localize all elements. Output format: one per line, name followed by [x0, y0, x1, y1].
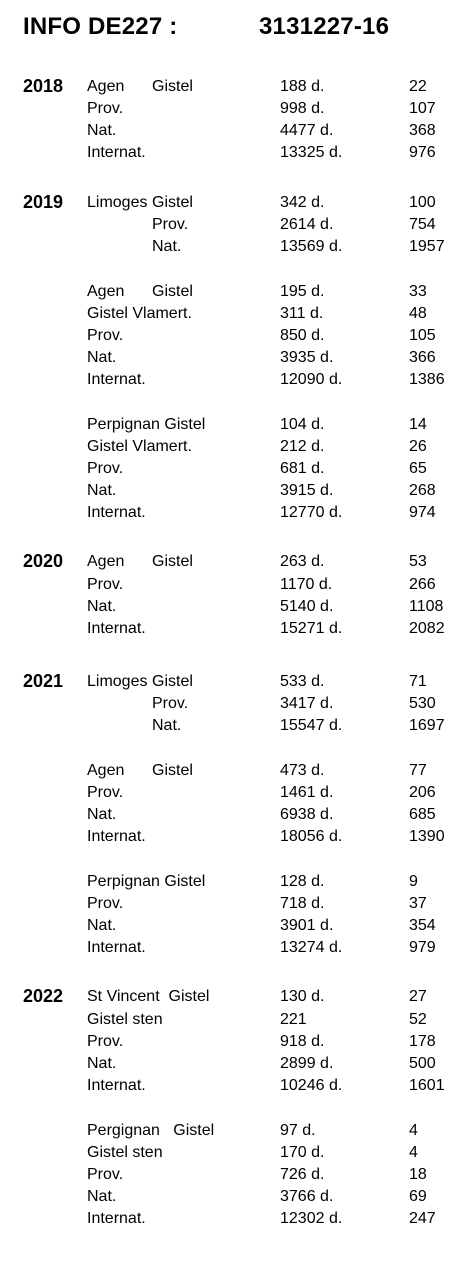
count-value: 1697	[409, 717, 445, 734]
result-row	[0, 596, 473, 618]
distance-value: 998 d.	[280, 100, 325, 117]
result-row	[0, 715, 473, 737]
result-row	[0, 1142, 473, 1164]
distance-value: 726 d.	[280, 1166, 325, 1183]
race-label: Internat.	[87, 1077, 146, 1094]
result-row	[0, 1164, 473, 1186]
count-value: 107	[409, 100, 436, 117]
result-row	[0, 458, 473, 480]
count-value: 37	[409, 895, 427, 912]
race-label: Internat.	[87, 504, 146, 521]
count-value: 178	[409, 1033, 436, 1050]
count-value: 1386	[409, 371, 445, 388]
count-value: 685	[409, 806, 436, 823]
count-value: 266	[409, 576, 436, 593]
result-row	[0, 693, 473, 715]
document-code: 3131227-16	[259, 13, 390, 40]
result-row	[0, 760, 473, 782]
distance-value: 10246 d.	[280, 1077, 343, 1094]
race-label: Nat.	[87, 598, 117, 615]
result-row	[0, 214, 473, 236]
count-value: 754	[409, 216, 436, 233]
count-value: 26	[409, 438, 427, 455]
count-value: 354	[409, 917, 436, 934]
distance-value: 3901 d.	[280, 917, 334, 934]
distance-value: 13325 d.	[280, 144, 343, 161]
race-label: Gistel sten	[87, 1144, 163, 1161]
distance-value: 473 d.	[280, 762, 325, 779]
count-value: 366	[409, 349, 436, 366]
result-row	[0, 303, 473, 325]
year-label: 2022	[23, 986, 64, 1006]
distance-value: 12090 d.	[280, 371, 343, 388]
count-value: 247	[409, 1210, 436, 1227]
distance-value: 311 d.	[280, 305, 324, 322]
count-value: 69	[409, 1188, 427, 1205]
count-value: 33	[409, 283, 427, 300]
race-label: Perpignan Gistel	[87, 873, 206, 890]
count-value: 979	[409, 939, 436, 956]
distance-value: 681 d.	[280, 460, 325, 477]
result-row	[0, 192, 473, 214]
race-label: St Vincent Gistel	[87, 988, 210, 1005]
distance-value: 918 d.	[280, 1033, 325, 1050]
race-label: Agen	[87, 553, 125, 570]
count-value: 53	[409, 553, 427, 570]
count-value: 1108	[409, 598, 444, 615]
distance-value: 3766 d.	[280, 1188, 334, 1205]
result-row	[0, 871, 473, 893]
race-label: Limoges	[87, 673, 148, 690]
distance-value: 6938 d.	[280, 806, 334, 823]
count-value: 1601	[409, 1077, 445, 1094]
count-value: 368	[409, 122, 436, 139]
count-value: 65	[409, 460, 427, 477]
count-value: 206	[409, 784, 436, 801]
count-value: 48	[409, 305, 427, 322]
count-value: 14	[409, 416, 427, 433]
race-label: Gistel Vlamert.	[87, 305, 192, 322]
count-value: 27	[409, 988, 427, 1005]
race-label: Prov.	[87, 327, 124, 344]
result-row	[0, 76, 473, 98]
distance-value: 1461 d.	[280, 784, 334, 801]
result-row	[0, 1031, 473, 1053]
count-value: 9	[409, 873, 418, 890]
race-label: Prov.	[87, 460, 124, 477]
race-label: Gistel Vlamert.	[87, 438, 192, 455]
race-label: Perpignan Gistel	[87, 416, 206, 433]
race-sublabel: Gistel	[152, 762, 193, 779]
race-label: Pergignan Gistel	[87, 1122, 215, 1139]
distance-value: 97 d.	[280, 1122, 316, 1139]
count-value: 268	[409, 482, 436, 499]
count-value: 100	[409, 194, 436, 211]
race-label: Prov.	[87, 1033, 124, 1050]
race-sublabel: Nat.	[152, 717, 182, 734]
race-label: Prov.	[87, 100, 124, 117]
distance-value: 263 d.	[280, 553, 325, 570]
distance-value: 130 d.	[280, 988, 325, 1005]
year-label: 2018	[23, 76, 64, 96]
distance-value: 128 d.	[280, 873, 325, 890]
distance-value: 221	[280, 1011, 307, 1028]
distance-value: 850 d.	[280, 327, 325, 344]
count-value: 976	[409, 144, 436, 161]
result-row	[0, 1075, 473, 1097]
count-value: 1957	[409, 238, 445, 255]
race-label: Prov.	[87, 576, 124, 593]
distance-value: 2899 d.	[280, 1055, 334, 1072]
race-label: Prov.	[87, 895, 124, 912]
race-label: Nat.	[87, 482, 117, 499]
distance-value: 170 d.	[280, 1144, 325, 1161]
result-row	[0, 1208, 473, 1230]
result-row	[0, 347, 473, 369]
result-row	[0, 915, 473, 937]
count-value: 77	[409, 762, 427, 779]
result-row	[0, 1186, 473, 1208]
result-row	[0, 986, 473, 1008]
result-row	[0, 502, 473, 524]
distance-value: 3417 d.	[280, 695, 334, 712]
result-row	[0, 281, 473, 303]
year-label: 2021	[23, 671, 64, 691]
race-sublabel: Gistel	[152, 283, 193, 300]
race-label: Agen	[87, 283, 125, 300]
result-row	[0, 782, 473, 804]
race-label: Nat.	[87, 1188, 117, 1205]
result-row	[0, 1053, 473, 1075]
race-sublabel: Gistel	[152, 78, 193, 95]
distance-value: 104 d.	[280, 416, 325, 433]
result-row	[0, 98, 473, 120]
race-sublabel: Prov.	[152, 216, 189, 233]
race-label: Prov.	[87, 1166, 124, 1183]
distance-value: 5140 d.	[280, 598, 334, 615]
race-label: Limoges	[87, 194, 148, 211]
distance-value: 15271 d.	[280, 620, 343, 637]
distance-value: 195 d.	[280, 283, 325, 300]
result-row	[0, 480, 473, 502]
result-row	[0, 893, 473, 915]
distance-value: 15547 d.	[280, 717, 343, 734]
result-row	[0, 826, 473, 848]
distance-value: 2614 d.	[280, 216, 334, 233]
count-value: 52	[409, 1011, 427, 1028]
race-label: Agen	[87, 78, 125, 95]
result-row	[0, 618, 473, 640]
distance-value: 12770 d.	[280, 504, 343, 521]
distance-value: 188 d.	[280, 78, 325, 95]
race-label: Agen	[87, 762, 125, 779]
count-value: 105	[409, 327, 436, 344]
race-label: Internat.	[87, 371, 146, 388]
count-value: 974	[409, 504, 436, 521]
race-sublabel: Gistel	[152, 194, 193, 211]
race-sublabel: Prov.	[152, 695, 189, 712]
race-label: Nat.	[87, 1055, 117, 1072]
race-label: Internat.	[87, 144, 146, 161]
count-value: 530	[409, 695, 436, 712]
race-label: Internat.	[87, 939, 146, 956]
result-row	[0, 1009, 473, 1031]
distance-value: 18056 d.	[280, 828, 343, 845]
result-row	[0, 436, 473, 458]
distance-value: 12302 d.	[280, 1210, 343, 1227]
race-label: Internat.	[87, 1210, 146, 1227]
count-value: 1390	[409, 828, 445, 845]
result-row	[0, 804, 473, 826]
race-label: Nat.	[87, 917, 117, 934]
race-label: Gistel sten	[87, 1011, 163, 1028]
distance-value: 718 d.	[280, 895, 325, 912]
race-sublabel: Gistel	[152, 553, 193, 570]
result-row	[0, 142, 473, 164]
result-row	[0, 1120, 473, 1142]
race-label: Prov.	[87, 784, 124, 801]
distance-value: 342 d.	[280, 194, 325, 211]
result-row	[0, 325, 473, 347]
distance-value: 4477 d.	[280, 122, 334, 139]
race-label: Nat.	[87, 122, 117, 139]
count-value: 500	[409, 1055, 436, 1072]
distance-value: 212 d.	[280, 438, 325, 455]
result-row	[0, 236, 473, 258]
distance-value: 3935 d.	[280, 349, 334, 366]
year-label: 2020	[23, 551, 64, 571]
count-value: 22	[409, 78, 427, 95]
count-value: 4	[409, 1144, 418, 1161]
result-row	[0, 369, 473, 391]
distance-value: 13569 d.	[280, 238, 343, 255]
result-row	[0, 937, 473, 959]
race-label: Nat.	[87, 349, 117, 366]
result-row	[0, 414, 473, 436]
distance-value: 3915 d.	[280, 482, 334, 499]
race-sublabel: Nat.	[152, 238, 182, 255]
distance-value: 533 d.	[280, 673, 325, 690]
race-label: Internat.	[87, 620, 146, 637]
result-row	[0, 120, 473, 142]
distance-value: 1170 d.	[280, 576, 333, 593]
count-value: 71	[409, 673, 427, 690]
race-label: Internat.	[87, 828, 146, 845]
document-title: INFO DE227 :	[23, 13, 178, 40]
race-sublabel: Gistel	[152, 673, 193, 690]
result-row	[0, 574, 473, 596]
result-row	[0, 551, 473, 573]
race-label: Nat.	[87, 806, 117, 823]
distance-value: 13274 d.	[280, 939, 343, 956]
year-label: 2019	[23, 192, 64, 212]
count-value: 18	[409, 1166, 427, 1183]
count-value: 4	[409, 1122, 418, 1139]
count-value: 2082	[409, 620, 445, 637]
result-row	[0, 671, 473, 693]
